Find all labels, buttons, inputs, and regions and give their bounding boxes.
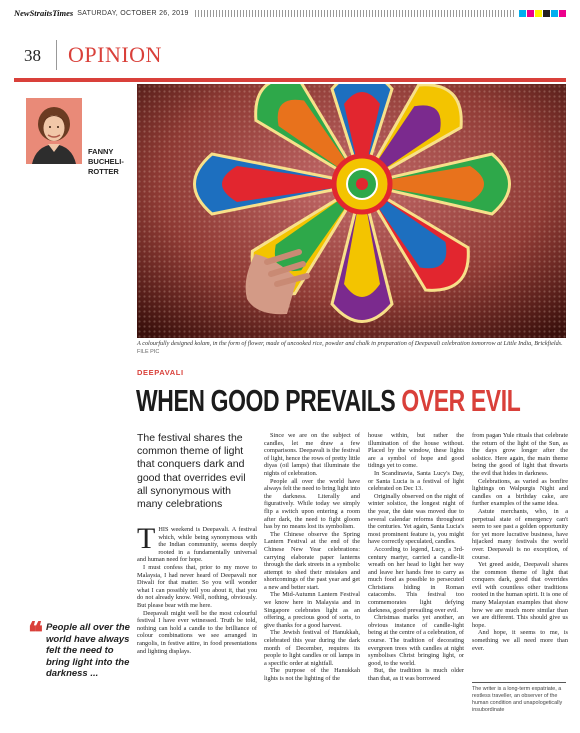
article-column-1	[137, 526, 257, 722]
paragraph: In Scandinavia, Santa Lucy's Day, or Santa Lucia is a festival of light celebrated on Dec 13.	[368, 469, 464, 493]
paragraph	[137, 526, 257, 564]
swatch	[559, 10, 566, 17]
paragraph: house within, but rather the illumination of the house without. Placed by the window, these lights are a symbol of hope and good tidings yet to come.	[368, 432, 464, 470]
headline-dark: WHEN GOOD PREVAILS	[136, 383, 396, 418]
issue-date: SATURDAY, OCTOBER 26, 2019	[77, 9, 189, 17]
color-swatches	[518, 10, 566, 17]
author-photo	[26, 98, 82, 164]
headline-red: OVER EVIL	[401, 383, 521, 418]
paragraph: I must confess that, prior to my move to Malaysia, I had never heard of Deepavali nor Diwali for that matter. So you will wonder what I can possibly tell you about it, that you do not already know. Well, nothing, obviously. But please bear with me here.	[137, 563, 257, 609]
drop-cap: T	[137, 526, 156, 555]
paragraph: Christmas marks yet another, an obvious instance of candle-light being at the centre of a celebration, of course. The tradition of decorating evergreen trees with candles at night symbolises Christ bringing light, or good, to the world.	[368, 614, 464, 667]
paragraph: Deepavali might well be the most colourful festival I have ever witnessed. Truth be told, nothing can hold a candle to the brilliance of colour combinations we see arranged in rangolis, in festive attire, in food presentations and lighting displays.	[137, 609, 257, 655]
swatch	[535, 10, 542, 17]
paragraph: People all over the world have always felt the need to bring light into the darkness. Literally and figuratively. While today we simply flip a switch upon entering a room after dark, the need to fight gloom has by no means lost its symbolism.	[264, 477, 360, 531]
section-rule	[14, 78, 566, 82]
paragraph: And hope, it seems to me, is something we all need more than ever.	[472, 629, 568, 652]
paragraph: But, the tradition is much older than that, as it was borrowed	[368, 667, 464, 682]
pull-quote-text: People all over the world have always felt the need to bring light into the darkness ...	[46, 622, 130, 679]
paragraph-text: HIS weekend is Deepavali. A festival which, while being synonymous with the Indian community, seems deeply rooted in a fundamentally universal and human need for hope.	[137, 526, 257, 564]
article-column-4	[472, 432, 568, 676]
quote-mark-icon: ❝	[28, 618, 44, 649]
photo-credit: FILE PIC	[137, 349, 160, 355]
author-portrait-icon	[26, 98, 82, 164]
caption-text: A colourfully designed kolam, in the form of flower, made of uncooked rice, powder and chalk in preparation of Deepavali celebration tomorrow at Little India, Brickfields.	[137, 340, 563, 347]
swatch	[527, 10, 534, 17]
author-name	[88, 147, 138, 177]
paragraph: According to legend, Lucy, a 3rd-century martyr, carried a candle-lit wreath on her head to light her way and leave her hands free to carry as much food as possible to persecuted Christians hiding in Roman catacombs. This festival too commemorates light defying darkness, good prevailing over evil.	[368, 545, 464, 614]
swatch	[543, 10, 550, 17]
article-standfirst: The festival shares the common theme of light that conquers dark and good that overrides evil all synonymous with many celebrations	[137, 432, 246, 511]
article-column-3	[368, 432, 464, 722]
paragraph: The purpose of the Hanukkah lights is not the lighting of the	[264, 667, 360, 682]
paragraph: Originally observed on the night of winter solstice, the longest night of the year, the date was moved due to several calendar reforms throughout the centuries. Yet again, Santa Lucia's most prominent feature is, you might have correctly speculated, candles.	[368, 492, 464, 546]
hero-photo	[137, 84, 566, 338]
newspaper-brand: NewStraitsTimes	[14, 8, 74, 18]
author-name-line: ROTTER	[88, 167, 119, 176]
bio-divider	[472, 682, 566, 683]
section-title: OPINION	[68, 42, 162, 67]
article-kicker: DEEPAVALI	[137, 368, 184, 377]
masthead	[14, 6, 566, 20]
paragraph: Yet greed aside, Deepavali shares the common theme of light that conquers dark, good that overrides evil with countless other traditions rooted in the human spirit. It is one of many Malaysian examples that show how we are much more similar than we are different. This should give us hope.	[472, 561, 568, 629]
section-divider	[56, 40, 57, 70]
registration-stripes	[195, 10, 514, 17]
paragraph: The Chinese observe the Spring Lantern Festival at the end of the Chinese New Year celebrations: carrying elaborate paper lanterns through the dark streets in a symbolic attempt to shed their mistakes and shortcomings of the past year and get a new and better start.	[264, 530, 360, 591]
article-headline	[136, 382, 521, 420]
paragraph: Since we are on the subject of candles, let me draw a few comparisons. Deepavali is the festival of light, hence the rows of pretty little diyas (oil lamps) that illuminate the nights of celebration.	[264, 432, 360, 477]
paragraph: from pagan Yule rituals that celebrate the return of the light of the Sun, as the days grow longer after the solstice. Here again, the main theme being the good of light that thwarts the evil that hides in darkness.	[472, 432, 568, 477]
photo-caption	[137, 340, 566, 356]
paragraph: The Jewish festival of Hanukkah, celebrated this year during the dark month of December, requires its people to light candles or oil lamps in a specific order at nightfall.	[264, 629, 360, 667]
article-column-2	[264, 432, 360, 722]
paragraph: Celebrations, as varied as bonfire lightings on Walpurgis Night and candles on a birthday cake, are further examples of the same idea.	[472, 477, 568, 508]
page-number: 38	[24, 46, 41, 65]
author-bio: The writer is a long-term expatriate, a restless traveller, an observer of the human condition and unapologetically insubordinate	[472, 686, 563, 713]
paragraph: The Mid-Autumn Lantern Festival we know here in Malaysia and in Singapore celebrates light as an offering, a precious good of sorts, to give thanks for a good harvest.	[264, 591, 360, 629]
kolam-image-icon	[137, 84, 566, 338]
swatch	[551, 10, 558, 17]
author-name-line: BUCHELI-	[88, 157, 124, 166]
author-name-line: FANNY	[88, 147, 114, 156]
paragraph: Astute merchants, who, in a perpetual state of emergency can't seem to see past a golden opportunity for yet more lucrative business, have hijacked many festivals the world over. Deepavali is no exception, of course.	[472, 507, 568, 561]
swatch	[519, 10, 526, 17]
